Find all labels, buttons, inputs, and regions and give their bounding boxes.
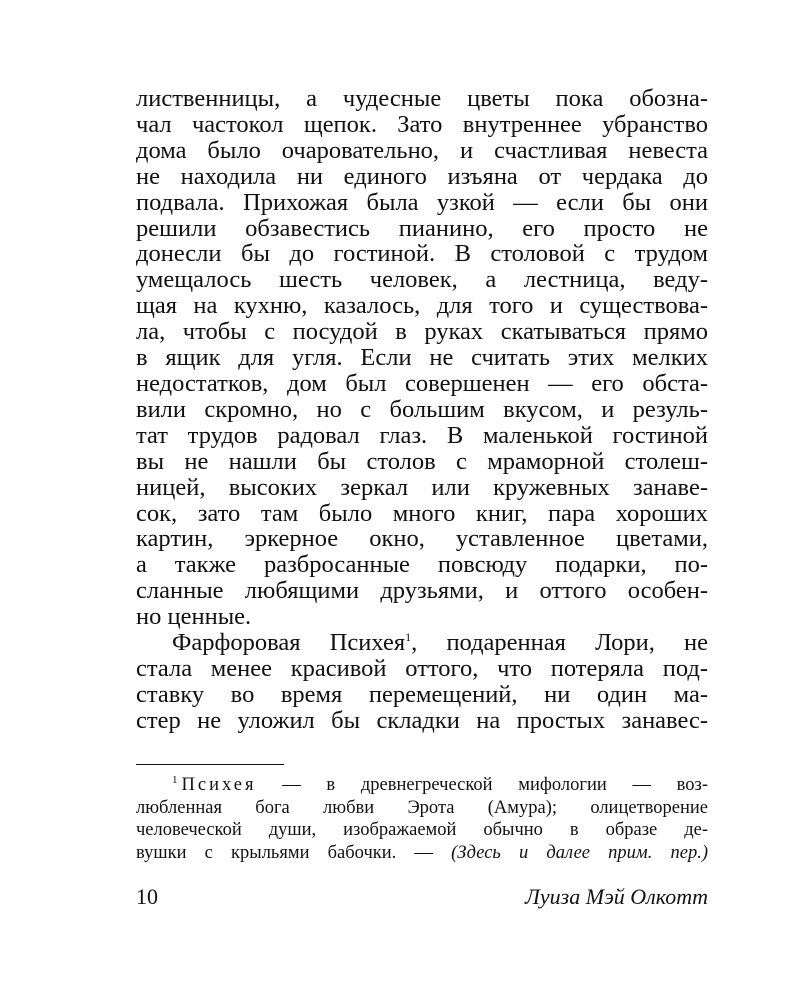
text-line: лиственницы, а чудесные цветы пока обозна- <box>136 85 708 112</box>
footnote <box>136 774 708 864</box>
text-line: стала менее красивой оттого, что потеряла под- <box>136 654 708 682</box>
text-line: вили скромно, но с большим вкусом, и резуль- <box>136 395 708 423</box>
text-line: а также разбросанные повсюду подарки, по- <box>136 551 708 579</box>
text-line: ницей, высоких зеркал или кружевных занаве- <box>136 473 708 501</box>
text-segment: — в древнегреческой мифологии — воз- <box>256 775 708 795</box>
page-number: 10 <box>136 884 158 909</box>
text-line: в ящик для угля. Если не считать этих мелких <box>136 344 708 372</box>
text-line: решили обзавестись пианино, его просто не <box>136 214 708 242</box>
text-line: ла, чтобы с посудой в руках скатываться прямо <box>136 318 708 346</box>
text-line: сок, зато там было много книг, пара хороших <box>136 499 708 527</box>
footnote-reference[interactable]: 1 <box>405 630 412 645</box>
text-line: подвала. Прихожая была узкой — если бы они <box>136 188 708 216</box>
text-line: вы не нашли бы столов с мраморной столеш- <box>136 447 708 475</box>
text-line: но ценные. <box>136 603 252 631</box>
footnote-line <box>136 842 708 865</box>
text-line: умещалось шесть человек, а лестница, веду- <box>136 266 708 294</box>
text-line: не находила ни единого изъяна от чердака до <box>136 162 708 190</box>
footnote-mark: 1 <box>172 774 178 786</box>
text-segment: вушки с крыльями бабочки. — <box>136 842 452 863</box>
text-line: недостатков, дом был совершенен — его обста- <box>136 369 708 397</box>
text-line <box>136 630 708 656</box>
text-line: щая на кухню, казалось, для того и существова- <box>136 292 708 320</box>
text-segment: Фарфоровая Психея <box>172 629 406 657</box>
text-line: дома было очаровательно, и счастливая невеста <box>136 136 708 164</box>
text-line: чал частокол щепок. Зато внутреннее убранство <box>136 110 708 138</box>
paragraph-1 <box>136 86 708 630</box>
translator-note: (Здесь и далее прим. пер.) <box>451 842 709 863</box>
footnote-divider <box>136 764 284 765</box>
footnote-line: человеческой души, изображаемой обычно в образе де- <box>136 820 708 840</box>
footnote-line <box>136 774 708 797</box>
footnote-term: Психея <box>181 775 257 795</box>
body-text <box>136 86 708 734</box>
text-line: сланные любящими друзьями, и оттого особен- <box>136 577 708 605</box>
text-line: донесли бы до гостиной. В столовой с трудом <box>136 240 708 268</box>
text-segment: , подаренная Лори, не <box>411 629 708 657</box>
running-footer-author: Луиза Мэй Олкотт <box>525 884 708 909</box>
page-footer <box>136 884 708 910</box>
text-line: ставку во время перемещений, ни один ма- <box>136 680 708 708</box>
text-line: стер не уложил бы складки на простых занавес- <box>136 706 708 734</box>
footnote-line: любленная бога любви Эрота (Амура); олицетворение <box>136 797 708 818</box>
text-line: тат трудов радовал глаз. В маленькой гостиной <box>136 421 708 449</box>
text-line: картин, эркерное окно, уставленное цветами, <box>136 525 708 553</box>
paragraph-2 <box>136 630 708 734</box>
